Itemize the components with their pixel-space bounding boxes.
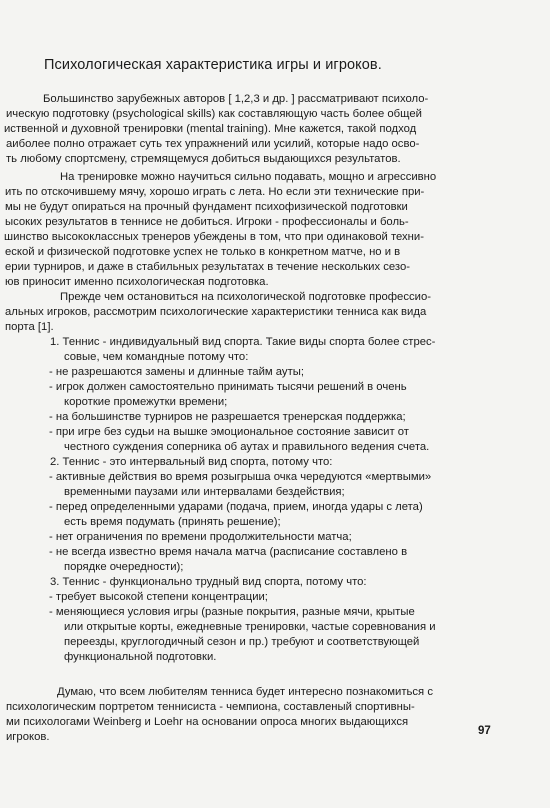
text-line: ическую подготовку (psychological skills) как составляющую часть более общей <box>6 108 422 120</box>
text-line: Думаю, что всем любителям тенниса будет интересно познакомиться с <box>57 686 433 698</box>
list-item: порядке очередности); <box>64 561 184 573</box>
list-item: - не разрешаются замены и длинные тайм ауты; <box>49 366 305 378</box>
text-line: еской и физической подготовке успех не только в конкретном матче, но и в <box>5 246 401 258</box>
list-item: - активные действия во время розыгрыша очка чередуются «мертвыми» <box>49 471 432 483</box>
page-title: Психологическая характеристика игры и игроков. <box>44 57 382 73</box>
list-item: или открытые корты, ежедневные тренировки, частые соревнования и <box>64 621 436 633</box>
text-line: ть любому спортсмену, стремящемуся добиться выдающихся результатов. <box>6 153 401 165</box>
paragraph <box>0 685 550 745</box>
body-text <box>0 92 550 745</box>
paragraph <box>0 170 550 290</box>
tennis-characteristics-list <box>0 335 550 665</box>
list-item: - перед определенными ударами (подача, прием, иногда удары с лета) <box>49 501 423 513</box>
list-item: - требует высокой степени концентрации; <box>49 591 268 603</box>
paragraph <box>0 290 550 335</box>
list-item: есть время подумать (принять решение); <box>64 516 281 528</box>
text-line: иственной и духовной тренировки (mental training). Мне кажется, такой подход <box>4 123 417 135</box>
text-line: юв приносит именно психологическая подготовка. <box>5 276 269 288</box>
text-line: игроков. <box>6 731 50 743</box>
list-item: - при игре без судьи на вышке эмоциональное состояние зависит от <box>49 426 409 438</box>
list-item: - меняющиеся условия игры (разные покрытия, разные мячи, крытые <box>49 606 415 618</box>
text-line: ысоких результатов в теннисе не добиться. Игроки - профессионалы и боль- <box>5 216 409 228</box>
text-line: аиболее полно отражает суть тех упражнений или усилий, которые надо осво- <box>6 138 420 150</box>
text-line: ить по отскочившему мячу, хорошо играть с лета. Но если эти технические при- <box>5 186 425 198</box>
text-line: порта [1]. <box>5 321 54 333</box>
page-number: 97 <box>478 725 491 737</box>
list-item: 1. Теннис - индивидуальный вид спорта. Такие виды спорта более стрес- <box>50 336 436 348</box>
text-line: психологическим портретом теннисиста - чемпиона, составленый спортивны- <box>6 701 415 713</box>
list-item: - игрок должен самостоятельно принимать тысячи решений в очень <box>49 381 407 393</box>
list-item: - на большинстве турниров не разрешается тренерская поддержка; <box>49 411 406 423</box>
list-item: совые, чем командные потому что: <box>64 351 249 363</box>
paragraph <box>0 92 550 167</box>
list-item: 2. Теннис - это интервальный вид спорта, потому что: <box>50 456 333 468</box>
list-item: - нет ограничения по времени продолжительности матча; <box>49 531 352 543</box>
list-item: функциональной подготовки. <box>64 651 217 663</box>
text-line: альных игроков, рассмотрим психологические характеристики тенниса как вида <box>5 306 427 318</box>
list-item: переезды, круглогодичный сезон и пр.) требуют и соответствующей <box>64 636 420 648</box>
list-item: 3. Теннис - функционально трудный вид спорта, потому что: <box>50 576 367 588</box>
text-line: На тренировке можно научиться сильно подавать, мощно и агрессивно <box>60 171 437 183</box>
text-line: ми психологами Weinberg и Loehr на основании опроса многих выдающихся <box>6 716 409 728</box>
list-item: короткие промежутки времени; <box>64 396 228 408</box>
text-line: Прежде чем остановиться на психологической подготовке профессио- <box>60 291 431 303</box>
text-line: ерии турниров, и даже в стабильных результатах в течение нескольких сезо- <box>5 261 411 273</box>
text-line: Большинство зарубежных авторов [ 1,2,3 и др. ] рассматривают психоло- <box>43 93 429 105</box>
list-item: временными паузами или интервалами бездействия; <box>64 486 345 498</box>
text-line: мы не будут опираться на прочный фундамент психофизической подготовки <box>5 201 408 213</box>
list-item: честного суждения соперника об аутах и правильного ведения счета. <box>64 441 430 453</box>
list-item: - не всегда известно время начала матча (расписание составлено в <box>49 546 408 558</box>
text-line: шинство высококлассных тренеров убеждены в том, что при одинаковой техни- <box>4 231 424 243</box>
